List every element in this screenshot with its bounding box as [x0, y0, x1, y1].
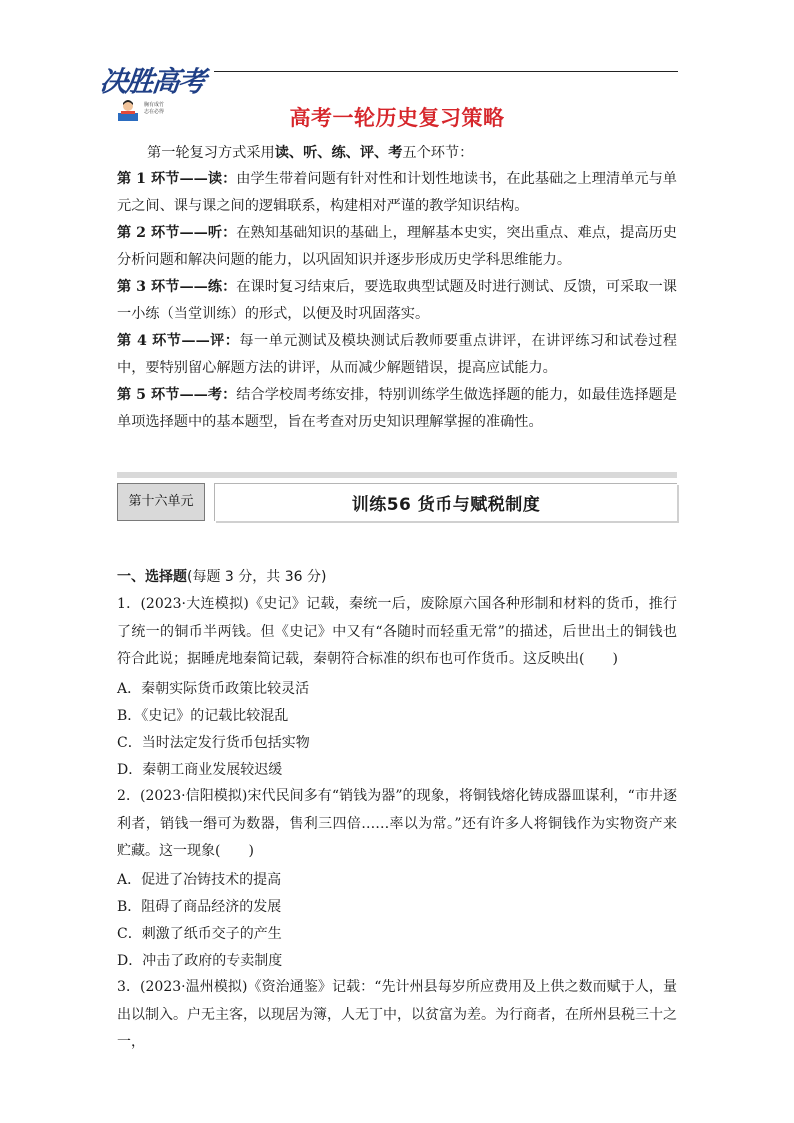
stage-paragraph [117, 328, 677, 382]
stage-text: 在课时复习结束后，要选取典型试题及时进行测试、反馈，可采取一课一小练（当堂训练）的形式，以便及时巩固落实。 [117, 279, 677, 322]
question-stem: 3．(2023·温州模拟)《资治通鉴》记载：“先计州县每岁所应费用及上供之数而赋于人，量出以制入。户无主客，以现居为簿，人无丁中，以贫富为差。为行商者，在所州县税三十之一， [117, 979, 677, 1050]
question-option[interactable]: B．《史记》的记载比较混乱 [117, 708, 289, 724]
section-heading [117, 566, 326, 586]
question-stem: 1．(2023·大连模拟)《史记》记载，秦统一后，废除原六国各种形制和材料的货币，推行了统一的铜币半两钱。但《史记》中又有“各随时而轻重无常”的描述，后世出土的铜钱也符合此说；据睡虎地秦简记载，秦朝符合标准的织布也可作货币。这反映出( ) [117, 596, 677, 667]
unit-title-box [214, 483, 677, 521]
stage-text: 结合学校周考练安排，特别训练学生做选择题的能力，如最佳选择题是单项选择题中的基本题型，旨在考查对历史知识理解掌握的准确性。 [117, 387, 677, 430]
stage-paragraph [117, 220, 677, 274]
logo-motto-line-1: 胸有成竹 [144, 102, 165, 108]
question-option[interactable]: D．秦朝工商业发展较迟缓 [117, 762, 283, 778]
section-label: 一、选择题 [117, 569, 187, 585]
stage-label: 第 3 环节——练： [117, 279, 237, 295]
intro-prefix: 第一轮复习方式采用 [147, 145, 275, 161]
question-option[interactable]: C．当时法定发行货币包括实物 [117, 735, 310, 751]
header-rule [214, 71, 678, 72]
unit-title: 训练56 货币与赋税制度 [351, 495, 541, 515]
logo-motto-line-2: 志在必得 [144, 109, 165, 115]
stage-paragraph [117, 166, 677, 220]
intro-keywords: 读、听、练、评、考 [274, 145, 403, 161]
question-stem: 2．(2023·信阳模拟)宋代民间多有“销钱为器”的现象，将铜钱熔化铸成器皿谋利，“市井逐利者，销钱一缗可为数器，售利三四倍……率以为常。”还有许多人将铜钱作为实物资产来贮藏。这一现象( ) [117, 788, 677, 859]
intro-paragraph [117, 140, 677, 167]
unit-banner-bar [117, 472, 677, 478]
question-option[interactable]: D．冲击了政府的专卖制度 [117, 953, 283, 969]
stage-label: 第 1 环节——读： [117, 171, 237, 187]
question-option[interactable]: A．促进了冶铸技术的提高 [117, 872, 282, 888]
stage-text: 由学生带着问题有针对性和计划性地读书，在此基础之上理清单元与单元之间、课与课之间的逻辑联系，构建相对严谨的教学知识结构。 [117, 171, 677, 214]
stage-label: 第 2 环节——听： [117, 225, 237, 241]
page-title: 高考一轮历史复习策略 [289, 106, 505, 130]
stage-label: 第 4 环节——评： [117, 333, 240, 349]
intro-suffix: 五个环节： [402, 145, 474, 161]
question-option[interactable]: A．秦朝实际货币政策比较灵活 [117, 681, 310, 697]
stage-paragraph [117, 274, 677, 328]
stage-text: 每一单元测试及模块测试后教师要重点讲评，在讲评练习和试卷过程中，要特别留心解题方法的讲评，从而减少解题错误，提高应试能力。 [117, 333, 677, 376]
logo-text: 决胜高考 [98, 65, 206, 98]
stage-text: 在熟知基础知识的基础上，理解基本史实，突出重点、难点，提高历史分析问题和解决问题的能力，以巩固知识并逐步形成历史学科思维能力。 [117, 225, 677, 268]
stage-label: 第 5 环节——考： [117, 387, 237, 403]
section-note: (每题 3 分，共 36 分) [187, 569, 327, 585]
stage-paragraph [117, 382, 677, 436]
unit-tag: 第十六单元 [117, 483, 205, 521]
question-option[interactable]: B．阻碍了商品经济的发展 [117, 899, 282, 915]
question-option[interactable]: C．刺激了纸币交子的产生 [117, 926, 282, 942]
